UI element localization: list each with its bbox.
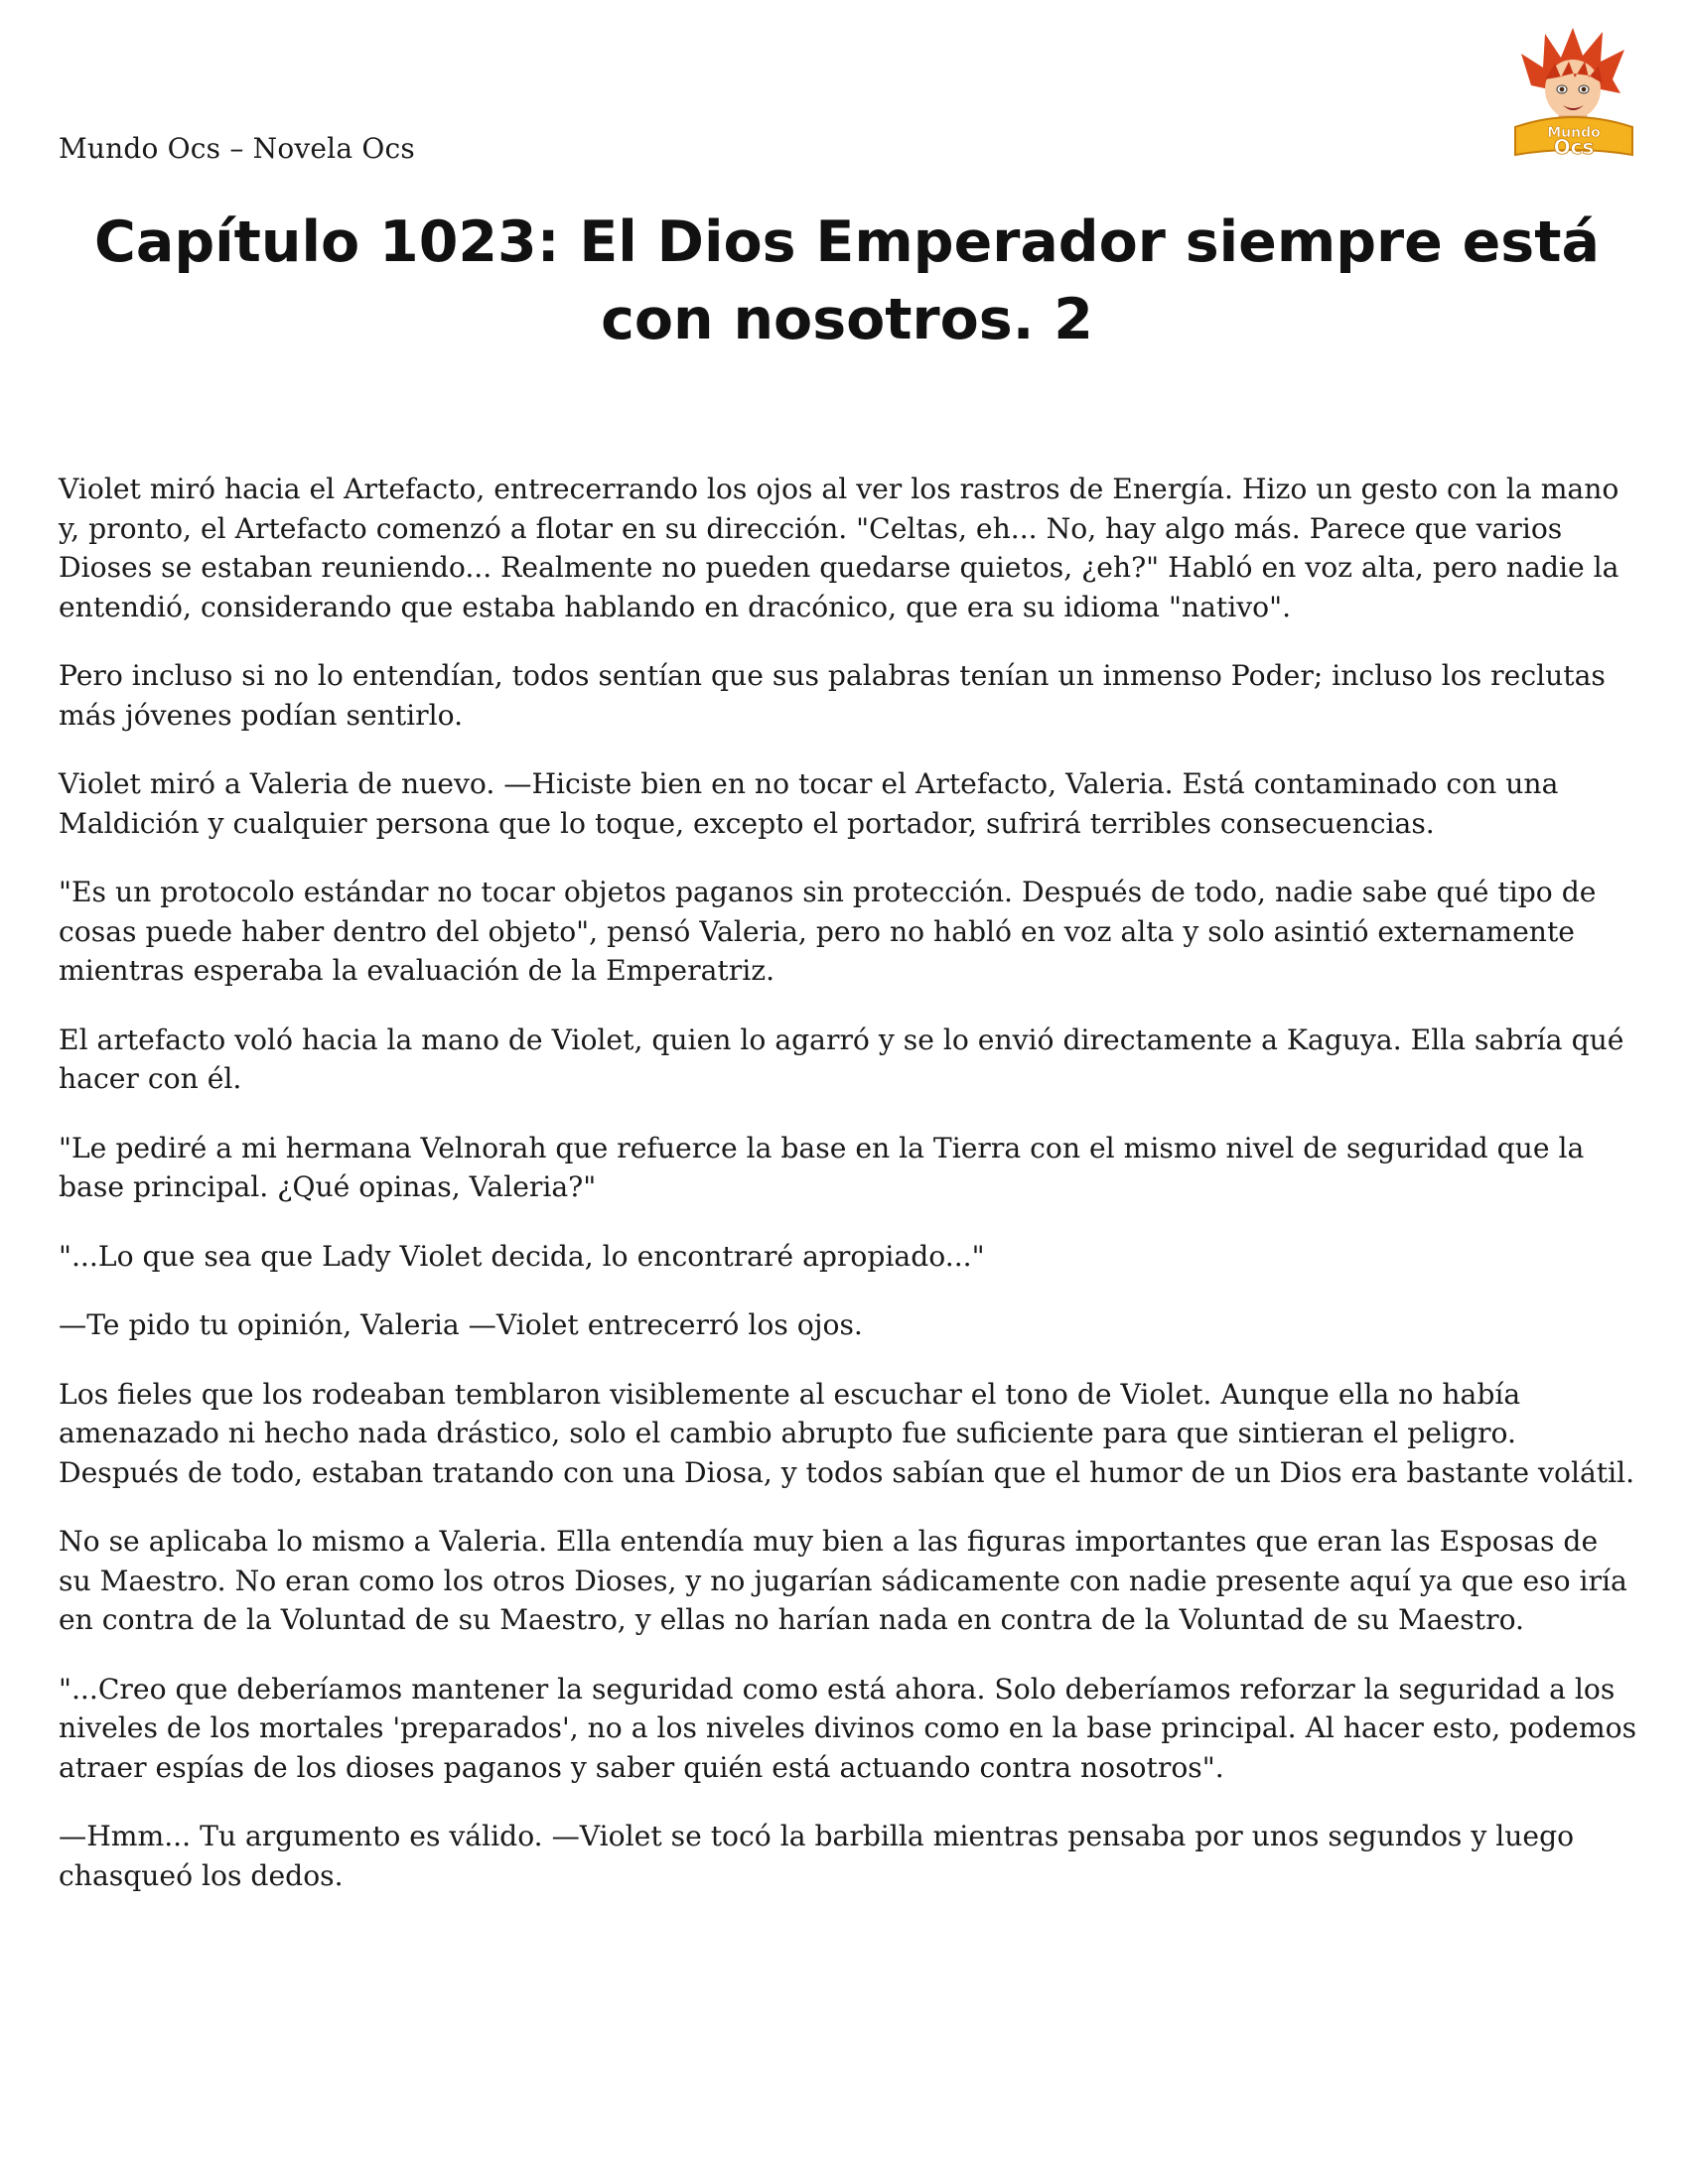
paragraph: "...Creo que deberíamos mantener la seguridad como está ahora. Solo deberíamos reforzar la seguridad a los niveles de los mortales 'preparados', no a los niveles divinos como en la base principal. Al hacer esto, podemos atraer espías de los dioses paganos y saber quién está actuando contra nosotros". [59, 1672, 1637, 1784]
paragraph: —Te pido tu opinión, Valeria —Violet entrecerró los ojos. [59, 1308, 863, 1341]
paragraph: Los fieles que los rodeaban temblaron visiblemente al escuchar el tono de Violet. Aunque ella no había amenazado ni hecho nada drástico, solo el cambio abrupto fue suficiente para que sintieran el peligro. Después de todo, estaban tratando con una Diosa, y todos sabían que el humor de un Dios era bastante volátil. [59, 1377, 1635, 1489]
chapter-body [59, 470, 1637, 1925]
paragraph: Violet miró hacia el Artefacto, entrecerrando los ojos al ver los rastros de Energía. Hizo un gesto con la mano y, pronto, el Artefacto comenzó a flotar en su dirección. "Celtas, eh... No, hay algo más. Parece que varios Dioses se estaban reuniendo... Realmente no pueden quedarse quietos, ¿eh?" Habló en voz alta, pero nadie la entendió, considerando que estaba hablando en dracónico, que era su idioma "nativo". [59, 473, 1619, 623]
paragraph: "Es un protocolo estándar no tocar objetos paganos sin protección. Después de todo, nadie sabe qué tipo de cosas puede haber dentro del objeto", pensó Valeria, pero no habló en voz alta y solo asintió externamente mientras esperaba la evaluación de la Emperatriz. [59, 876, 1597, 987]
paragraph: El artefacto voló hacia la mano de Violet, quien lo agarró y se lo envió directamente a Kaguya. Ella sabría qué hacer con él. [59, 1023, 1624, 1095]
paragraph: "Le pediré a mi hermana Velnorah que refuerce la base en la Tierra con el mismo nivel de seguridad que la base principal. ¿Qué opinas, Valeria?" [59, 1131, 1585, 1203]
paragraph: No se aplicaba lo mismo a Valeria. Ella entendía muy bien a las figuras importantes que eran las Esposas de su Maestro. No eran como los otros Dioses, y no jugarían sádicamente con nadie presente aquí ya que eso iría en contra de la Voluntad de su Maestro, y ellas no harían nada en contra de la Voluntad de su Maestro. [59, 1525, 1627, 1636]
paragraph: —Hmm... Tu argumento es válido. —Violet se tocó la barbilla mientras pensaba por unos segundos y luego chasqueó los dedos. [59, 1820, 1575, 1892]
chapter-title: Capítulo 1023: El Dios Emperador siempre está con nosotros. 2 [94, 209, 1600, 352]
svg-text:Mundo: Mundo [1547, 125, 1601, 141]
paragraph: "...Lo que sea que Lady Violet decida, lo encontraré apropiado..." [59, 1239, 985, 1273]
mundo-ocs-logo [1509, 24, 1638, 158]
source-header: Mundo Ocs – Novela Ocs [59, 132, 415, 165]
paragraph: Violet miró a Valeria de nuevo. —Hiciste bien en no tocar el Artefacto, Valeria. Está contaminado con una Maldición y cualquier persona que lo toque, excepto el portador, sufrirá terribles consecuencias. [59, 767, 1559, 840]
svg-text:Ocs: Ocs [1553, 135, 1595, 158]
paragraph: Pero incluso si no lo entendían, todos sentían que sus palabras tenían un inmenso Poder; incluso los reclutas más jóvenes podían sentirlo. [59, 659, 1606, 732]
